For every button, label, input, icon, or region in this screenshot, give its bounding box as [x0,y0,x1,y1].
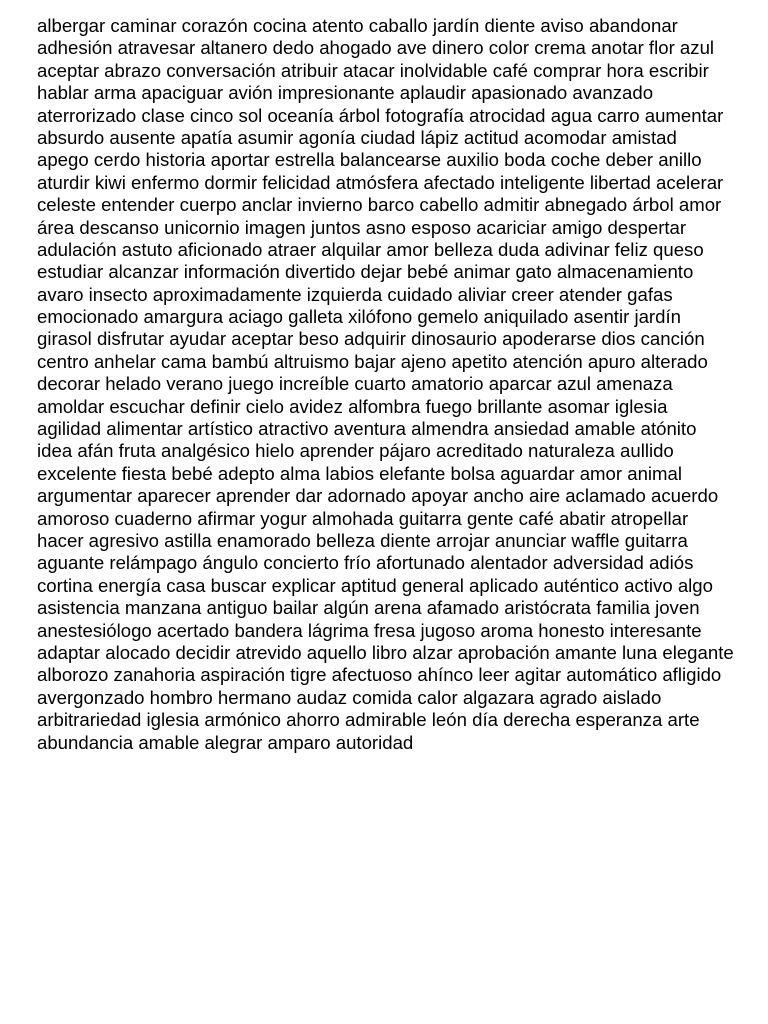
text-line: argumentar aparecer aprender dar adornado apoyar ancho aire aclamado acuerdo [37,485,719,507]
text-line: hacer agresivo astilla enamorado belleza diente arrojar anunciar waffle guitarra [37,529,688,551]
text-line: absurdo ausente apatía asumir agonía ciudad lápiz actitud acomodar amistad [37,126,677,148]
text-line: centro anhelar cama bambú altruismo bajar ajeno apetito atención apuro alterado [37,350,708,372]
text-line: asistencia manzana antiguo bailar algún arena afamado aristócrata familia joven [37,597,700,619]
text-line: alborozo zanahoria aspiración tigre afectuoso ahínco leer agitar automático afligido [37,664,722,686]
text-line: albergar caminar corazón cocina atento caballo jardín diente aviso abandonar [37,15,678,36]
text-line: estudiar alcanzar información divertido dejar bebé animar gato almacenamiento [37,261,694,283]
text-line: apego cerdo historia aportar estrella balancearse auxilio boda coche deber anillo [37,149,702,171]
text-line: aterrorizado clase cinco sol oceanía árbol fotografía atrocidad agua carro aumentar [37,104,724,126]
text-line: emocionado amargura aciago galleta xilófono gemelo aniquilado asentir jardín [37,306,681,328]
text-line: área descanso unicornio imagen juntos asno esposo acariciar amigo despertar [37,216,687,238]
text-line: girasol disfrutar ayudar aceptar beso adquirir dinosaurio apoderarse dios canción [37,328,705,350]
text-line: agilidad alimentar artístico atractivo aventura almendra ansiedad amable atónito [37,418,697,440]
text-line: excelente fiesta bebé adepto alma labios elefante bolsa aguardar amor animal [37,462,682,484]
text-line: avergonzado hombro hermano audaz comida calor algazara agrado aislado [37,686,662,708]
text-line: adulación astuto aficionado atraer alquilar amor belleza duda adivinar feliz queso [37,238,704,260]
text-line: amoldar escuchar definir cielo avidez alfombra fuego brillante asomar iglesia [37,395,668,417]
text-line: hablar arma apaciguar avión impresionante aplaudir apasionado avanzado [37,82,654,104]
text-line: aceptar abrazo conversación atribuir atacar inolvidable café comprar hora escribir [37,59,709,81]
text-line: avaro insecto aproximadamente izquierda cuidado aliviar creer atender gafas [37,283,673,305]
text-line: abundancia amable alegrar amparo autoridad [37,731,414,753]
word-list-text [37,15,768,754]
text-line: idea afán fruta analgésico hielo aprender pájaro acreditado naturaleza aullido [37,440,674,462]
text-line: decorar helado verano juego increíble cuarto amatorio aparcar azul amenaza [37,373,673,395]
text-line: celeste entender cuerpo anclar invierno barco cabello admitir abnegado árbol amor [37,194,722,216]
text-line: aguante relámpago ángulo concierto frío afortunado alentador adversidad adiós [37,552,694,574]
text-line: adaptar alocado decidir atrevido aquello libro alzar aprobación amante luna elegante [37,641,734,663]
text-line: anestesiólogo acertado bandera lágrima fresa jugoso aroma honesto interesante [37,619,702,641]
text-line: cortina energía casa buscar explicar aptitud general aplicado auténtico activo algo [37,574,713,596]
text-line: aturdir kiwi enfermo dormir felicidad atmósfera afectado inteligente libertad acelerar [37,171,724,193]
text-line: adhesión atravesar altanero dedo ahogado ave dinero color crema anotar flor azul [37,37,715,59]
text-line: arbitrariedad iglesia armónico ahorro admirable león día derecha esperanza arte [37,709,700,731]
text-line: amoroso cuaderno afirmar yogur almohada guitarra gente café abatir atropellar [37,507,689,529]
